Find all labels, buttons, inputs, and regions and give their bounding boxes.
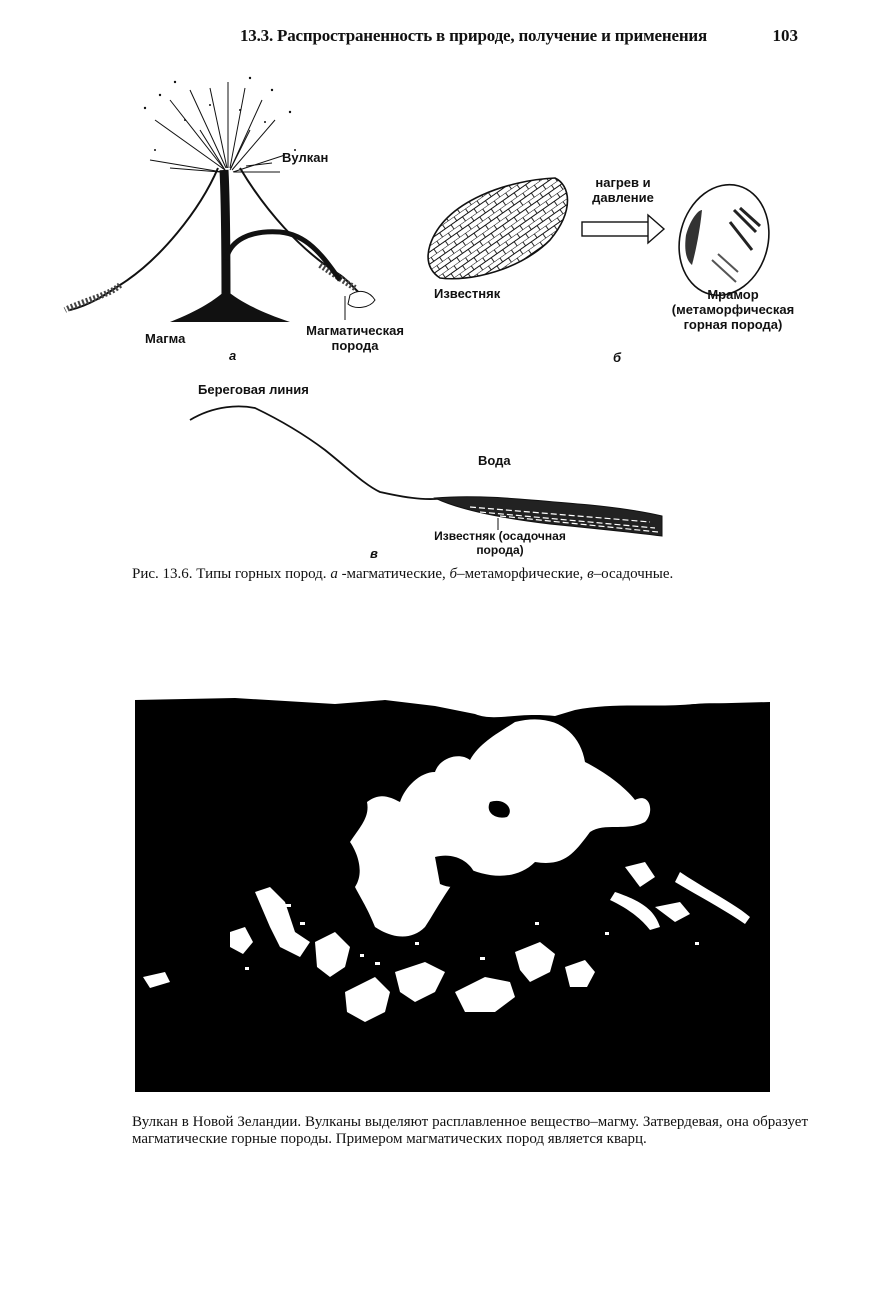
label-magma: Магма	[145, 331, 186, 346]
limestone-piece	[428, 178, 567, 279]
photo-caption: Вулкан в Новой Зеландии. Вулканы выделяют расплавленное вещество–магму. Затвердевая, она образует магматические горные породы. Примером магматических пород является кварц.	[132, 1114, 808, 1147]
panel-letter-b: б	[613, 350, 622, 365]
page-header	[230, 26, 798, 50]
label-marble: Мрамор (метаморфическая горная порода)	[671, 287, 795, 332]
panel-letter-c: в	[370, 546, 378, 561]
label-shoreline: Береговая линия	[198, 382, 309, 397]
marble-piece	[667, 175, 781, 306]
caption-letter-b: б	[449, 566, 458, 582]
label-volcano: Вулкан	[282, 150, 329, 165]
ash-dots	[144, 77, 296, 151]
page-number: 103	[772, 26, 798, 45]
caption-text-c: –осадочные.	[593, 566, 674, 582]
caption-text-b: –метаморфические,	[457, 566, 588, 582]
caption-letter-c: в	[587, 566, 594, 582]
coastline-diagram	[190, 406, 662, 536]
label-limestone-c: Известняк (осадочная порода)	[434, 529, 566, 557]
caption-letter-a: а	[330, 566, 338, 582]
eruption-plume	[150, 82, 285, 172]
volcano-photo	[135, 692, 770, 1092]
rock-types-figure	[50, 60, 840, 570]
heat-pressure-arrow	[582, 215, 664, 243]
panel-letter-a: а	[229, 348, 237, 363]
figure-caption	[132, 566, 808, 583]
label-limestone-b: Известняк	[434, 286, 501, 301]
figure-caption-prefix: Рис. 13.6. Типы горных пород.	[132, 566, 327, 582]
caption-text-a: -магматические,	[337, 566, 450, 582]
label-water: Вода	[478, 453, 511, 468]
label-igneous-rock: Магматическая порода	[306, 323, 404, 353]
label-heat-pressure: нагрев и давление	[592, 175, 654, 205]
volcano-photo-image	[135, 692, 770, 1092]
volcano-diagram	[65, 77, 375, 322]
running-title: 13.3. Распространенность в природе, получение и применения	[240, 26, 708, 45]
